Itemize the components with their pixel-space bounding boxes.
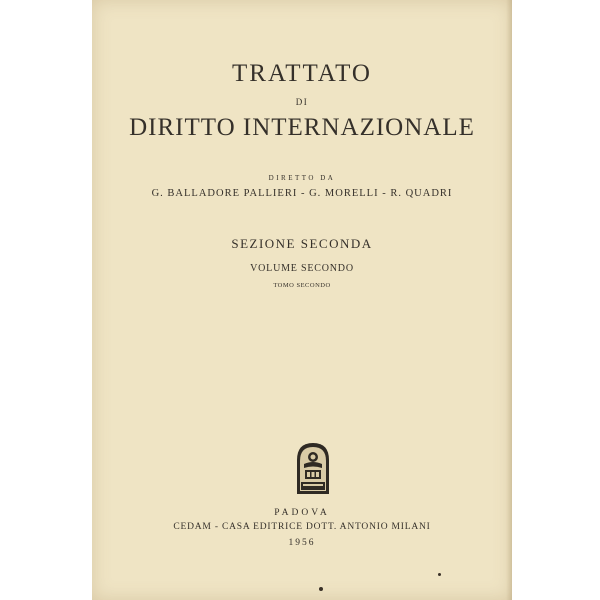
paper-speck — [438, 573, 441, 576]
publisher-name: CEDAM - CASA EDITRICE DOTT. ANTONIO MILANI — [173, 522, 431, 532]
book-subject: DIRITTO INTERNAZIONALE — [129, 114, 475, 141]
section-heading: SEZIONE SECONDA — [231, 236, 373, 251]
publication-year: 1956 — [288, 538, 316, 548]
paper-speck — [319, 587, 323, 591]
book-title: TRATTATO — [232, 60, 372, 87]
title-connector: DI — [295, 97, 309, 107]
publication-place: PADOVA — [274, 508, 330, 518]
volume-heading: VOLUME SECONDO — [250, 263, 354, 274]
directed-by-label: DIRETTO DA — [268, 174, 336, 182]
tomo-heading: TOMO SECONDO — [273, 282, 331, 289]
title-page — [92, 0, 512, 600]
publisher-emblem-icon — [294, 440, 332, 496]
editors-line: G. BALLADORE PALLIERI - G. MORELLI - R. QUADRI — [151, 188, 453, 199]
